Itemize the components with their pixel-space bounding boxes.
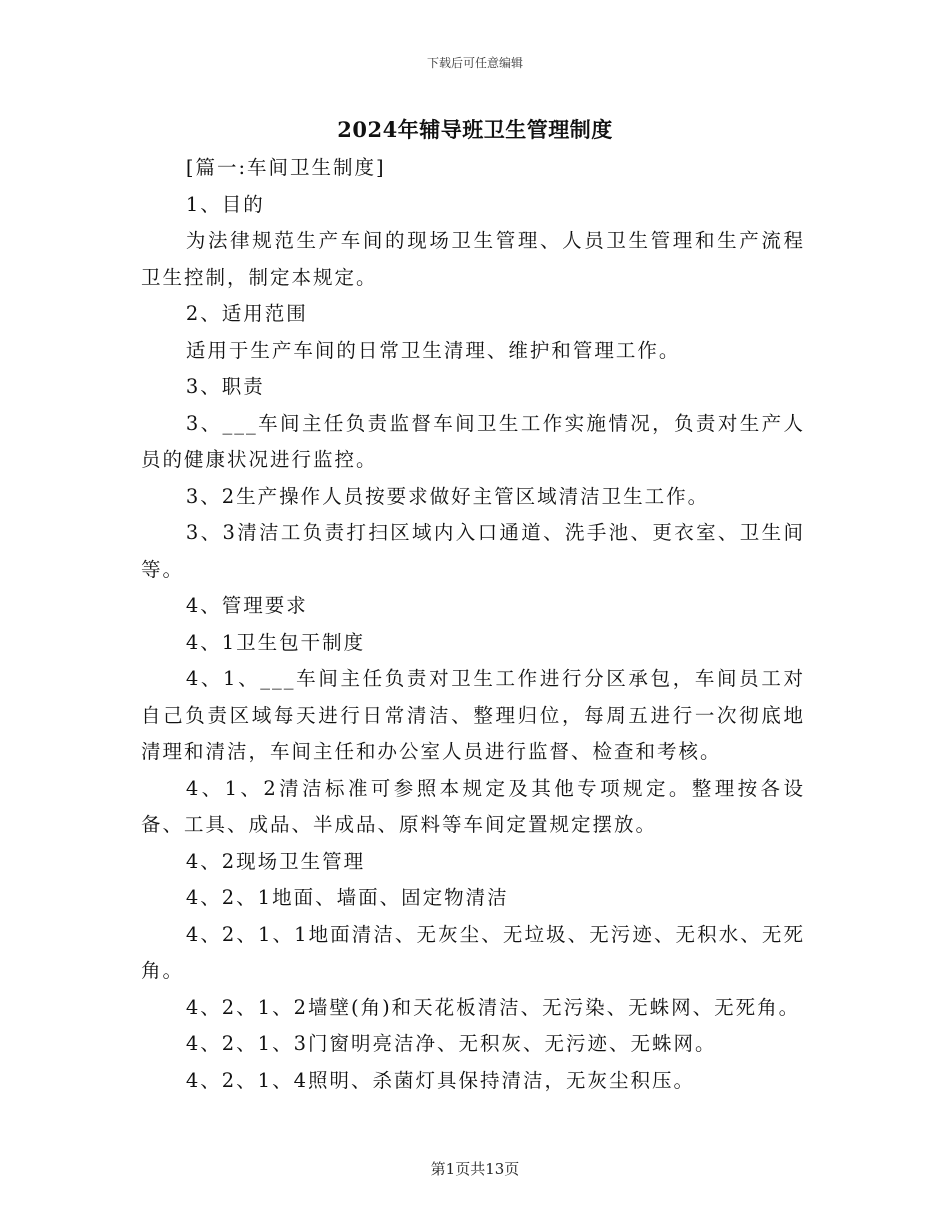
paragraph-purpose-heading: 1、目的 — [185, 192, 265, 216]
paragraph-scope-heading: 2、适用范围 — [185, 302, 308, 325]
paragraph-duties-heading: 3、职责 — [185, 375, 265, 398]
page-footer: 第1页共13页 — [430, 1160, 520, 1178]
paragraph-4-2-1: 4、2、1地面、墙面、固定物清洁 — [185, 886, 509, 909]
paragraph-duty-3-2: 3、2生产操作人员按要求做好主管区域清洁卫生工作。 — [185, 484, 710, 508]
paragraph-duty-3-1: 3、___车间主任负责监督车间卫生工作实施情况，负责对生产人员的健康状况进行监控。 — [141, 411, 805, 471]
paragraph-4-2-1-2: 4、2、1、2墙壁(角)和天花板清洁、无污染、无蛛网、无死角。 — [185, 995, 801, 1019]
document-body — [141, 150, 805, 1099]
paragraph-4-2-heading: 4、2现场卫生管理 — [185, 849, 366, 873]
paragraph-4-2-1-1: 4、2、1、1地面清洁、无灰尘、无垃圾、无污迹、无积水、无死角。 — [141, 922, 805, 982]
paragraph-4-1-2: 4、1、2清洁标准可参照本规定及其他专项规定。整理按各设备、工具、成品、半成品、原料等车间定置规定摆放。 — [141, 776, 805, 836]
paragraph-4-1-1: 4、1、___车间主任负责对卫生工作进行分区承包，车间员工对自己负责区域每天进行日常清洁、整理归位，每周五进行一次彻底地清理和清洁，车间主任和办公室人员进行监督、检查和考核。 — [141, 667, 805, 763]
paragraph-4-2-1-4: 4、2、1、4照明、杀菌灯具保持清洁，无灰尘积压。 — [185, 1068, 695, 1092]
header-note: 下载后可任意编辑 — [426, 56, 523, 70]
paragraph-management-heading: 4、管理要求 — [185, 594, 308, 617]
paragraph-duty-3-3: 3、3清洁工负责打扫区域内入口通道、洗手池、更衣室、卫生间等。 — [141, 521, 805, 581]
paragraph-scope-text: 适用于生产车间的日常卫生清理、维护和管理工作。 — [185, 338, 681, 362]
paragraph-purpose-text: 为法律规范生产车间的现场卫生管理、人员卫生管理和生产流程卫生控制，制定本规定。 — [141, 229, 805, 289]
paragraph-section-heading: [篇一:车间卫生制度] — [185, 156, 386, 179]
paragraph-4-1-heading: 4、1卫生包干制度 — [185, 630, 366, 654]
paragraph-4-2-1-3: 4、2、1、3门窗明亮洁净、无积灰、无污迹、无蛛网。 — [185, 1032, 717, 1055]
document-title: 2024年辅导班卫生管理制度 — [337, 117, 613, 142]
